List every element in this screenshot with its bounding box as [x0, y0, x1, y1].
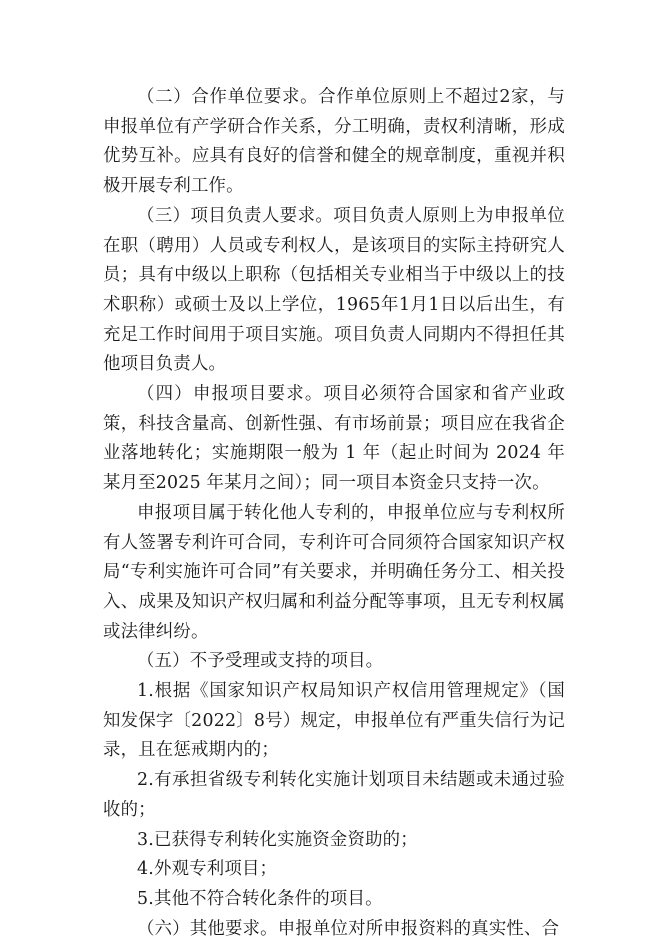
paragraph-cooperation-requirements: （二）合作单位要求。合作单位原则上不超过2家，与申报单位有产学研合作关系，分工明确，责权利清晰，形成优势互补。应具有良好的信誉和健全的规章制度，重视并积极开展专利工作。: [103, 87, 565, 197]
document-body: [103, 83, 565, 944]
paragraph-other-requirements: （六）其他要求。申报单位对所申报资料的真实性、合: [137, 918, 560, 939]
paragraph-project-leader-requirements: （三）项目负责人要求。项目负责人原则上为申报单位在职（聘用）人员或专利权人，是该项目的实际主持研究人员；具有中级以上职称（包括相关专业相当于中级以上的技术职称）或硕士及以上学位，1965年1月1日以后出生，有充足工作时间用于项目实施。项目负责人同期内不得担任其他项目负责人。: [103, 205, 565, 375]
list-item-excluded-1: 1.根据《国家知识产权局知识产权信用管理规定》（国知发保字〔2022〕8号）规定，申报单位有严重失信行为记录，且在惩戒期内的；: [103, 681, 565, 761]
list-item-excluded-2: 2.有承担省级专利转化实施计划项目未结题或未通过验收的；: [103, 770, 565, 820]
paragraph-project-requirements: （四）申报项目要求。项目必须符合国家和省产业政策，科技含量高、创新性强、有市场前景；项目应在我省企业落地转化；实施期限一般为 1 年（起止时间为 2024 年某月至2025 年某月之间）；同一项目本资金只支持一次。: [103, 384, 565, 494]
list-item-excluded-5: 5.其他不符合转化条件的项目。: [137, 888, 383, 909]
paragraph-excluded-projects-heading: （五）不予受理或支持的项目。: [137, 651, 384, 672]
paragraph-patent-license: 申报项目属于转化他人专利的，申报单位应与专利权所有人签署专利许可合同，专利许可合同须符合国家知识产权局“专利实施许可合同”有关要求，并明确任务分工、相关投入、成果及知识产权归属和利益分配等事项，且无专利权属或法律纠纷。: [103, 502, 565, 642]
list-item-excluded-3: 3.已获得专利转化实施资金资助的；: [137, 829, 418, 850]
list-item-excluded-4: 4.外观专利项目；: [137, 859, 278, 880]
